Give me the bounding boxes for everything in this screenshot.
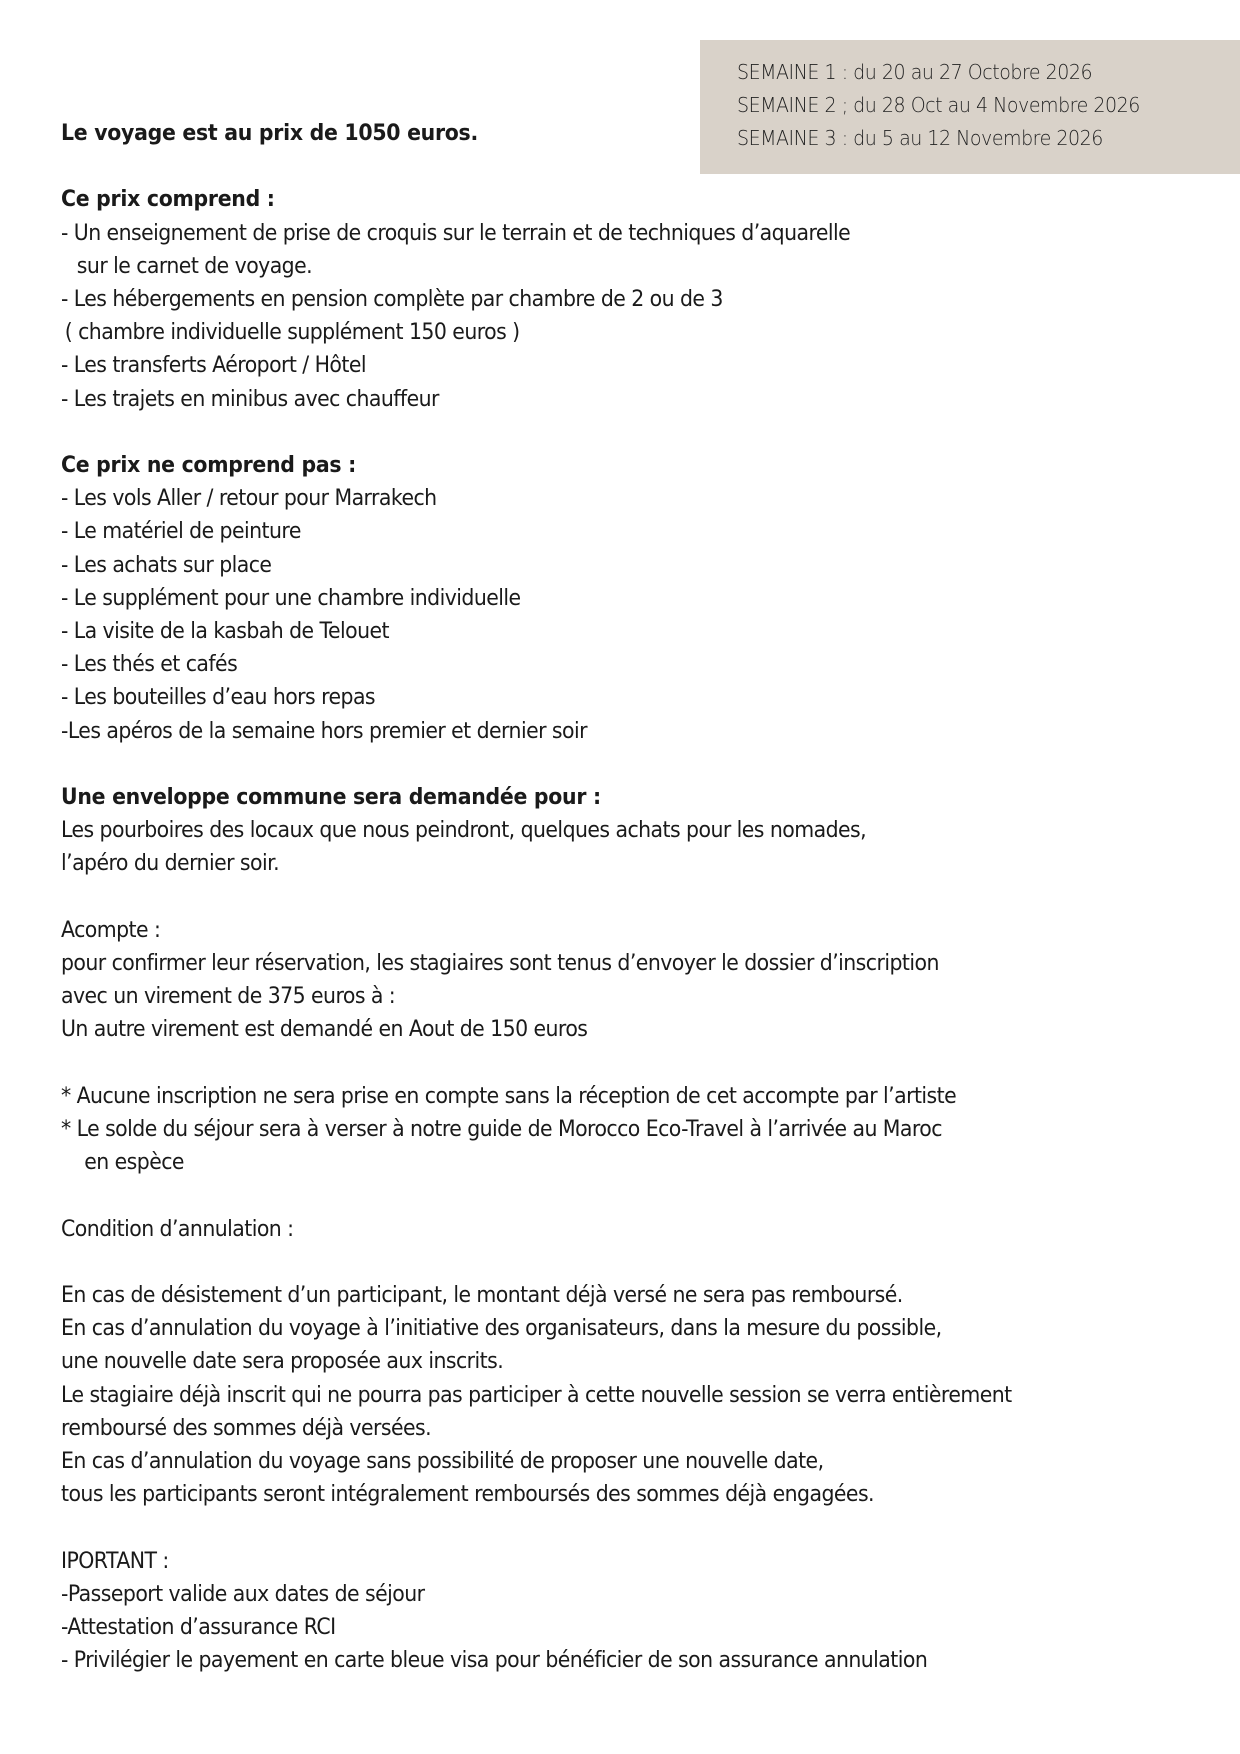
includes-item-continuation: sur le carnet de voyage. <box>76 253 313 279</box>
deposit-section <box>61 914 1231 1047</box>
document-body <box>61 117 1231 1677</box>
important-heading: IPORTANT : <box>61 1548 169 1574</box>
includes-section <box>61 183 1231 415</box>
note-line: * Le solde du séjour sera à verser à notre guide de Morocco Eco-Travel à l’arrivée au Maroc <box>61 1117 942 1143</box>
spacer <box>61 881 1231 914</box>
deposit-line: pour confirmer leur réservation, les stagiaires sont tenus d’envoyer le dossier d’inscription <box>61 951 939 977</box>
envelope-section <box>61 781 1231 881</box>
includes-item: - Les hébergements en pension complète par chambre de 2 ou de 3 <box>61 287 723 312</box>
cancellation-line: tous les participants seront intégralement remboursés des sommes déjà engagées. <box>61 1482 874 1508</box>
excludes-item: - Le supplément pour une chambre individuelle <box>61 585 521 611</box>
cancellation-line: Le stagiaire déjà inscrit qui ne pourra pas participer à cette nouvelle session se verra entièrement <box>61 1382 1012 1408</box>
excludes-item: - Les thés et cafés <box>61 652 238 678</box>
excludes-item: - La visite de la kasbah de Telouet <box>61 619 390 645</box>
spacer <box>61 1047 1231 1080</box>
envelope-line: l’apéro du dernier soir. <box>61 851 280 877</box>
includes-heading: Ce prix comprend : <box>61 187 275 213</box>
spacer <box>61 1511 1231 1544</box>
excludes-item: - Les vols Aller / retour pour Marrakech <box>61 486 437 512</box>
spacer <box>61 748 1231 781</box>
cancellation-heading: Condition d’annulation : <box>61 1216 294 1242</box>
notes-section <box>61 1080 1231 1180</box>
excludes-item: - Les bouteilles d’eau hors repas <box>61 685 376 711</box>
envelope-line: Les pourboires des locaux que nous peindront, quelques achats pour les nomades, <box>61 818 867 844</box>
excludes-heading: Ce prix ne comprend pas : <box>61 453 357 478</box>
includes-item: - Les trajets en minibus avec chauffeur <box>61 386 439 412</box>
envelope-heading: Une enveloppe commune sera demandée pour : <box>61 785 601 811</box>
important-section <box>61 1545 1231 1678</box>
cancellation-line: une nouvelle date sera proposée aux inscrits. <box>61 1349 504 1375</box>
note-line: * Aucune inscription ne sera prise en compte sans la réception de cet accompte par l’artiste <box>61 1083 957 1109</box>
includes-item: - Les transferts Aéroport / Hôtel <box>61 353 366 379</box>
cancellation-section <box>61 1213 1231 1512</box>
spacer <box>61 1246 1231 1279</box>
note-line-continuation: en espèce <box>84 1150 184 1176</box>
important-item: -Passeport valide aux dates de séjour <box>61 1581 425 1607</box>
cancellation-line: remboursé des sommes déjà versées. <box>61 1415 432 1441</box>
excludes-section <box>61 449 1231 748</box>
excludes-item: - Le matériel de peinture <box>61 519 301 545</box>
excludes-item: - Les achats sur place <box>61 552 272 578</box>
session-week-2: SEMAINE 2 ; du 28 Oct au 4 Novembre 2026 <box>737 93 1140 117</box>
cancellation-line: En cas de désistement d’un participant, le montant déjà versé ne sera pas remboursé. <box>61 1283 903 1308</box>
cancellation-line: En cas d’annulation du voyage à l’initiative des organisateurs, dans la mesure du possible, <box>61 1316 942 1342</box>
spacer <box>61 416 1231 449</box>
deposit-line: avec un virement de 375 euros à : <box>61 984 396 1010</box>
important-item: - Privilégier le payement en carte bleue visa pour bénéficier de son assurance annulation <box>61 1648 928 1674</box>
spacer <box>61 150 1231 183</box>
spacer <box>61 1179 1231 1212</box>
session-week-3: SEMAINE 3 : du 5 au 12 Novembre 2026 <box>737 126 1103 150</box>
session-week-1: SEMAINE 1 : du 20 au 27 Octobre 2026 <box>737 60 1093 84</box>
deposit-heading: Acompte : <box>61 917 161 943</box>
includes-item-note: ( chambre individuelle supplément 150 euros ) <box>64 320 520 346</box>
important-item: -Attestation d’assurance RCI <box>61 1615 336 1641</box>
includes-item: - Un enseignement de prise de croquis sur le terrain et de techniques d’aquarelle <box>61 220 851 246</box>
price-heading: Le voyage est au prix de 1050 euros. <box>61 121 478 146</box>
cancellation-line: En cas d’annulation du voyage sans possibilité de proposer une nouvelle date, <box>61 1449 824 1475</box>
deposit-line: Un autre virement est demandé en Aout de 150 euros <box>61 1017 588 1043</box>
excludes-item: -Les apéros de la semaine hors premier et dernier soir <box>61 718 587 744</box>
